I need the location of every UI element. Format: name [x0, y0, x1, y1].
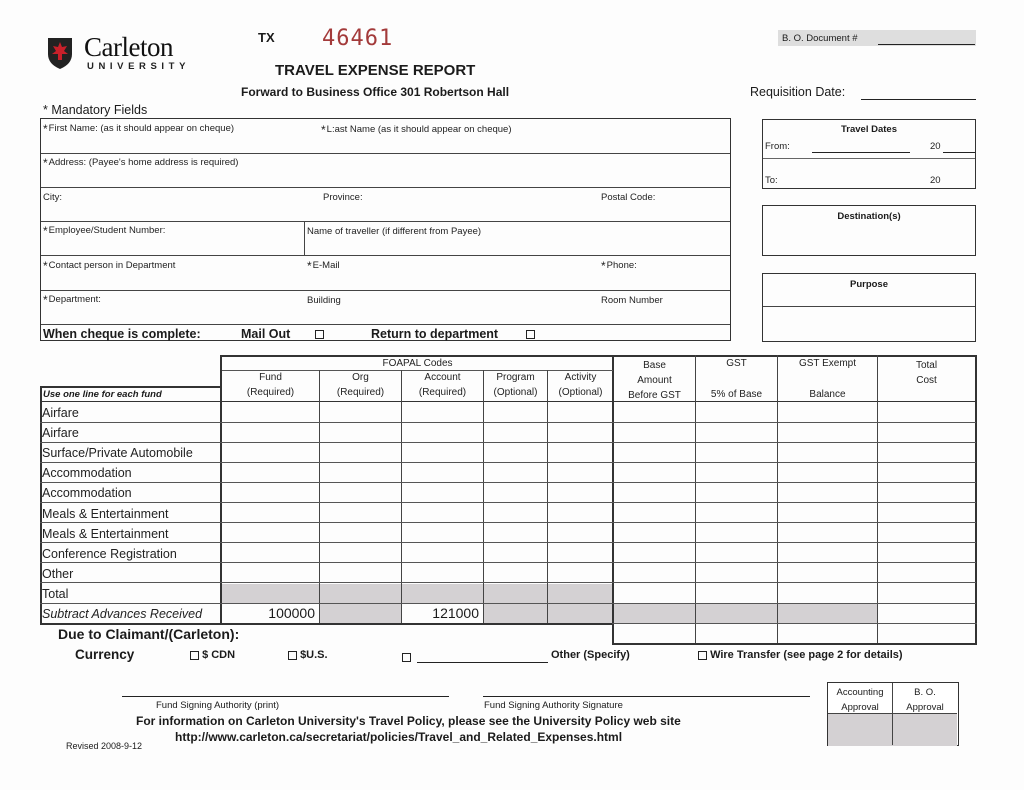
- form-number: 46461: [322, 26, 394, 51]
- logo-subtitle: UNIVERSITY: [87, 61, 191, 72]
- row-label: Surface/Private Automobile: [42, 446, 193, 460]
- from-year-field[interactable]: [943, 152, 975, 153]
- one-line-per-fund-note: Use one line for each fund: [43, 389, 162, 400]
- return-dept-option[interactable]: Return to department: [371, 327, 535, 341]
- contact-person-field[interactable]: *Contact person in Department: [43, 259, 176, 273]
- bo-document-label: B. O. Document #: [782, 33, 858, 44]
- gst-exempt-header: GST Exempt Balance: [798, 358, 857, 400]
- advances-row-label: Subtract Advances Received: [42, 607, 203, 621]
- row-label: Airfare: [42, 406, 79, 420]
- carleton-shield-logo: [46, 36, 74, 70]
- other-specify-field[interactable]: [417, 662, 548, 663]
- row-label: Other: [42, 567, 74, 581]
- travel-dates-title: Travel Dates: [841, 124, 897, 135]
- fund-authority-print-label: Fund Signing Authority (print): [156, 700, 280, 711]
- email-field[interactable]: *E-Mail: [307, 259, 340, 273]
- revised-date: Revised 2008-9-12: [66, 741, 143, 751]
- cdn-option[interactable]: $ CDN: [190, 649, 235, 661]
- total-cost-header: Total Cost: [915, 360, 938, 386]
- fund-authority-print-line[interactable]: [122, 696, 449, 697]
- accounting-approval-label: Accounting Approval: [836, 687, 884, 713]
- row-label: Conference Registration: [42, 547, 177, 561]
- bo-document-field[interactable]: [878, 44, 975, 45]
- tx-label: TX: [258, 30, 275, 45]
- from-label: From:: [765, 141, 790, 152]
- mail-out-option[interactable]: Mail Out: [241, 327, 324, 341]
- province-field[interactable]: Province:: [323, 192, 363, 203]
- purpose-label: Purpose: [849, 279, 888, 290]
- account-header: Account (Required): [418, 372, 467, 398]
- last-name-field[interactable]: *L:ast Name (as it should appear on cheque): [321, 123, 512, 137]
- requisition-date-field[interactable]: [861, 99, 976, 100]
- first-name-field[interactable]: *First Name: (as it should appear on cheque): [43, 122, 235, 136]
- row-label: Meals & Entertainment: [42, 527, 169, 541]
- from-year-prefix: 20: [930, 141, 941, 152]
- row-label: Accommodation: [42, 486, 132, 500]
- logo-wordmark: Carleton: [84, 32, 173, 62]
- fund-authority-signature-line[interactable]: [483, 696, 810, 697]
- travel-dates-box: [762, 119, 976, 189]
- advances-fund-value[interactable]: 100000: [268, 605, 315, 621]
- from-date-field[interactable]: [812, 152, 910, 153]
- payee-info-box: [40, 118, 731, 341]
- org-header: Org (Required): [336, 372, 385, 398]
- fund-header: Fund (Required): [246, 372, 295, 398]
- total-row-label: Total: [42, 587, 69, 601]
- program-header: Program (Optional): [493, 372, 538, 398]
- requisition-date-label: Requisition Date:: [750, 85, 846, 99]
- destination-label: Destination(s): [837, 211, 901, 222]
- fund-authority-signature-label: Fund Signing Authority Signature: [484, 700, 623, 711]
- row-label: Airfare: [42, 426, 79, 440]
- page-subtitle: Forward to Business Office 301 Robertson Hall: [241, 85, 510, 99]
- other-checkbox[interactable]: [402, 649, 411, 667]
- building-field[interactable]: Building: [307, 295, 341, 306]
- return-dept-checkbox[interactable]: [526, 330, 535, 339]
- page-title: TRAVEL EXPENSE REPORT: [275, 62, 476, 79]
- due-to-claimant-label: Due to Claimant/(Carleton):: [58, 626, 240, 642]
- foapal-header: FOAPAL Codes: [382, 358, 453, 369]
- wire-transfer-checkbox[interactable]: [698, 651, 707, 660]
- policy-url[interactable]: http://www.carleton.ca/secretariat/policies/Travel_and_Related_Expenses.html: [175, 730, 623, 744]
- us-checkbox[interactable]: [288, 651, 297, 660]
- destination-box[interactable]: [762, 205, 976, 256]
- bo-approval-label: B. O. Approval: [906, 687, 944, 713]
- row-label: Accommodation: [42, 466, 132, 480]
- row-label: Meals & Entertainment: [42, 507, 169, 521]
- to-label: To:: [765, 175, 778, 186]
- base-amount-header: Base Amount Before GST: [628, 360, 681, 401]
- wire-transfer-option[interactable]: Wire Transfer (see page 2 for details): [698, 649, 903, 661]
- approval-box: [827, 682, 959, 746]
- purpose-box[interactable]: [762, 273, 976, 342]
- us-option[interactable]: $U.S.: [288, 649, 328, 661]
- activity-header: Activity (Optional): [558, 372, 603, 398]
- cdn-checkbox[interactable]: [190, 651, 199, 660]
- traveller-name-field[interactable]: Name of traveller (if different from Payee): [307, 226, 482, 237]
- policy-text: For information on Carleton University's Travel Policy, please see the University Policy web site: [136, 714, 681, 728]
- mandatory-note: * Mandatory Fields: [43, 103, 148, 117]
- cheque-complete-label: When cheque is complete:: [43, 327, 201, 341]
- mail-out-checkbox[interactable]: [315, 330, 324, 339]
- gst-header: GST 5% of Base: [710, 358, 763, 400]
- to-year-prefix: 20: [930, 175, 941, 186]
- other-specify-label: Other (Specify): [551, 649, 630, 661]
- phone-field[interactable]: *Phone:: [601, 259, 637, 273]
- employee-number-field[interactable]: *Employee/Student Number:: [43, 224, 166, 238]
- department-field[interactable]: *Department:: [43, 293, 101, 307]
- postal-code-field[interactable]: Postal Code:: [601, 192, 656, 203]
- city-field[interactable]: City:: [43, 192, 62, 203]
- advances-account-value[interactable]: 121000: [432, 605, 479, 621]
- room-number-field[interactable]: Room Number: [601, 295, 663, 306]
- currency-label: Currency: [75, 647, 135, 662]
- address-field[interactable]: *Address: (Payee's home address is required): [43, 156, 239, 170]
